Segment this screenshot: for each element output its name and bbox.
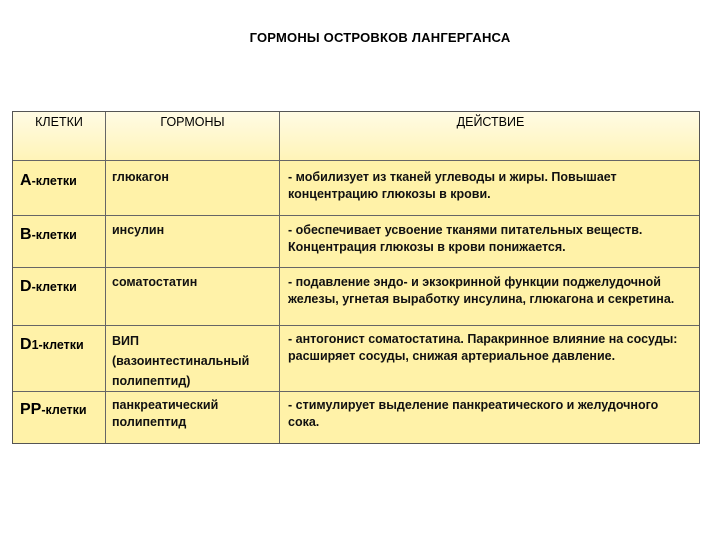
hormones-table [12,111,700,444]
header-action: ДЕЙСТВИЕ [456,115,525,129]
cell-letter: D [20,336,32,353]
cell-suffix: -клетки [41,403,87,417]
header-hormones: ГОРМОНЫ [160,115,225,129]
table-row-cell-type [20,401,106,419]
cell-letter: PP [20,401,42,418]
row-divider [13,160,699,161]
table-row-action: - подавление эндо- и экзокринной функции поджелудочной железы, угнетая выработку инсулина, глюкагона и секретина. [288,275,675,306]
cell-letter: A [20,172,32,189]
cell-suffix: -клетки [31,228,77,242]
cell-suffix: -клетки [31,174,77,188]
table-row-cell-type [20,336,104,354]
cell-suffix: -клетки [31,280,77,294]
header-cells: КЛЕТКИ [35,115,83,129]
table-row-action: - обеспечивает усвоение тканями питательных веществ. Концентрация глюкозы в крови понижается. [288,223,643,254]
table-row-hormone: инсулин [112,223,165,237]
table-row-hormone: панкреатический полипептид [112,398,219,429]
cell-letter: B [20,226,32,243]
table-row-cell-type [20,278,104,296]
row-divider [13,391,699,392]
table-row-action: - стимулирует выделение панкреатического и желудочного сока. [288,398,659,429]
cell-letter: D [20,278,32,295]
row-divider [13,325,699,326]
table-row-cell-type [20,172,104,190]
table-row-hormone: глюкагон [112,170,169,184]
table-row-action: - антогонист соматостатина. Паракринное влияние на сосуды: расширяет сосуды, снижая артериальное давление. [288,332,678,363]
column-divider [279,112,280,443]
table-row-hormone: ВИП (вазоинтестинальный полипептид) [112,334,250,388]
cell-suffix: 1-клетки [31,338,84,352]
table-row-hormone: соматостатин [112,275,198,289]
column-divider [105,112,106,443]
table-row-cell-type [20,226,104,244]
table-row-action: - мобилизует из тканей углеводы и жиры. Повышает концентрацию глюкозы в крови. [288,170,617,201]
row-divider [13,267,699,268]
row-divider [13,215,699,216]
page-title: ГОРМОНЫ ОСТРОВКОВ ЛАНГЕРГАНСА [249,30,511,45]
